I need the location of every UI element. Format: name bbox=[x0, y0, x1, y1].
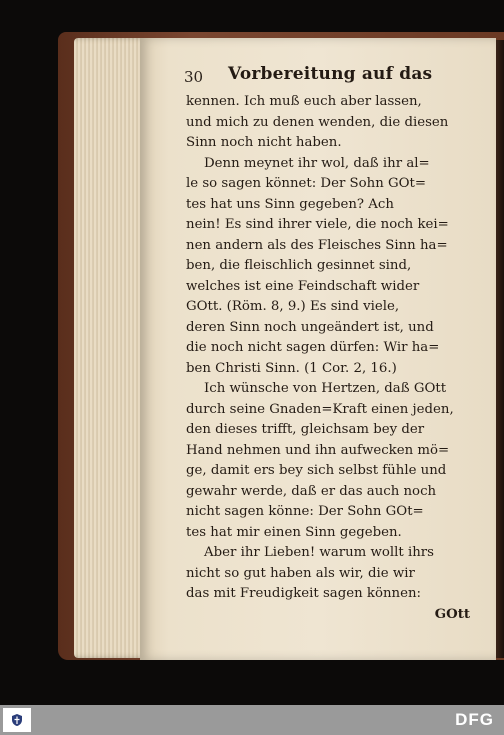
text-line: ge, damit ers bey sich selbst fühle und bbox=[186, 463, 447, 478]
text-line: ben Christi Sinn. (1 Cor. 2, 16.) bbox=[186, 360, 397, 376]
text-line: kennen. Ich muß euch aber lassen, bbox=[186, 94, 422, 109]
text-line: le so sagen könnet: Der Sohn GOt= bbox=[186, 176, 427, 191]
text-line: Hand nehmen und ihn aufwecken mö= bbox=[186, 442, 450, 458]
text-line: tes hat mir einen Sinn gegeben. bbox=[186, 524, 402, 540]
text-line: welches ist eine Feindschaft wider bbox=[186, 278, 420, 294]
text-line: nen andern als des Fleisches Sinn ha= bbox=[186, 237, 448, 253]
body-text bbox=[186, 92, 472, 625]
library-logo[interactable] bbox=[3, 708, 31, 732]
text-line: nicht so gut haben als wir, die wir bbox=[186, 565, 415, 581]
text-line: Ich wünsche von Hertzen, daß GOtt bbox=[204, 381, 447, 396]
text-line: Aber ihr Lieben! warum wollt ihrs bbox=[204, 545, 434, 560]
text-line: nicht sagen könne: Der Sohn GOt= bbox=[186, 504, 424, 519]
page-header bbox=[184, 64, 474, 90]
viewer-footer-bar bbox=[0, 705, 504, 735]
text-line: nein! Es sind ihrer viele, die noch kei= bbox=[186, 217, 449, 232]
text-line: das mit Freudigkeit sagen können: bbox=[186, 586, 421, 601]
text-line: durch seine Gnaden=Kraft einen jeden, bbox=[186, 401, 454, 417]
text-line: den dieses trifft, gleichsam bey der bbox=[186, 422, 425, 437]
text-line: deren Sinn noch ungeändert ist, und bbox=[186, 319, 434, 335]
dfg-logo[interactable]: DFG bbox=[455, 710, 494, 729]
text-line: ben, die fleischlich gesinnet sind, bbox=[186, 258, 412, 273]
text-line: tes hat uns Sinn gegeben? Ach bbox=[186, 196, 394, 212]
text-line: die noch nicht sagen dürfen: Wir ha= bbox=[186, 340, 440, 355]
page-number: 30 bbox=[184, 68, 204, 86]
text-line: Sinn noch nicht haben. bbox=[186, 135, 342, 150]
running-title: Vorbereitung auf das bbox=[228, 64, 433, 84]
book-gutter bbox=[496, 40, 504, 658]
page-stack-edge bbox=[74, 38, 148, 658]
catchword: GOtt bbox=[434, 606, 470, 622]
text-line: gewahr werde, daß er das auch noch bbox=[186, 483, 437, 499]
library-crest-icon bbox=[10, 713, 24, 727]
text-line: und mich zu denen wenden, die diesen bbox=[186, 114, 449, 130]
text-line: Denn meynet ihr wol, daß ihr al= bbox=[204, 155, 430, 171]
text-line: GOtt. (Röm. 8, 9.) Es sind viele, bbox=[186, 299, 400, 314]
